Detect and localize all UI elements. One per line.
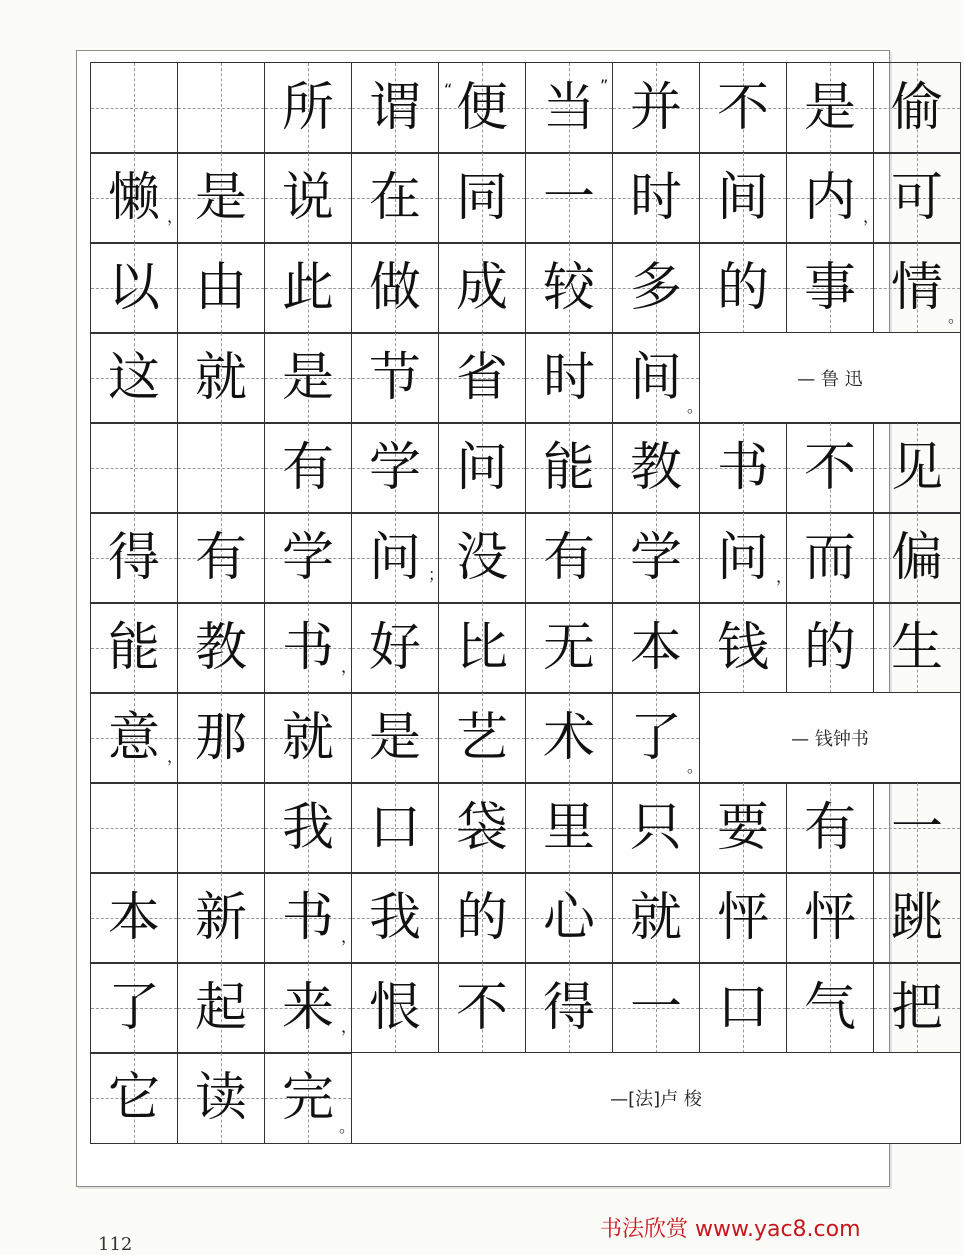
grid-cell <box>91 873 178 963</box>
punctuation-mark: ， <box>167 747 184 766</box>
character: 不 <box>455 978 508 1038</box>
character: 得 <box>107 528 160 588</box>
character: 袋 <box>455 798 508 858</box>
quote-attribution: — 鲁 迅 <box>700 333 961 423</box>
character: 的 <box>455 888 508 948</box>
grid-cell <box>91 243 178 333</box>
character: 怦 <box>716 888 769 948</box>
grid-cell <box>91 783 178 873</box>
grid-cell <box>874 603 961 693</box>
character: 它 <box>107 1068 160 1128</box>
grid-cell <box>178 873 265 963</box>
character: 一 <box>629 978 682 1038</box>
grid-cell <box>91 963 178 1053</box>
character: 是 <box>281 348 334 408</box>
character: 问 <box>455 438 508 498</box>
quote-attribution: — 钱钟书 <box>700 693 961 783</box>
grid-cell <box>613 63 700 153</box>
character: 有 <box>542 528 595 588</box>
grid-cell <box>439 333 526 423</box>
character: 便 <box>455 78 508 138</box>
grid-cell <box>439 153 526 243</box>
grid-cell <box>787 873 874 963</box>
character: 情 <box>890 258 943 318</box>
practice-grid <box>90 62 964 1142</box>
grid-row <box>90 782 961 874</box>
grid-cell <box>178 423 265 513</box>
grid-cell <box>178 963 265 1053</box>
grid-cell <box>352 783 439 873</box>
character: 有 <box>194 528 247 588</box>
character: 有 <box>281 438 334 498</box>
character: 一 <box>542 168 595 228</box>
grid-cell <box>874 963 961 1053</box>
character: 这 <box>107 348 160 408</box>
grid-cell <box>526 873 613 963</box>
grid-cell <box>178 153 265 243</box>
grid-cell <box>439 603 526 693</box>
character: 学 <box>281 528 334 588</box>
grid-row <box>90 62 961 154</box>
grid-cell <box>613 153 700 243</box>
character: 在 <box>368 168 421 228</box>
grid-cell <box>178 1053 265 1143</box>
character: 就 <box>629 888 682 948</box>
punctuation-mark: ， <box>341 927 358 946</box>
grid-cell <box>265 63 352 153</box>
grid-cell <box>178 63 265 153</box>
character: 是 <box>368 708 421 768</box>
grid-cell <box>526 783 613 873</box>
grid-cell <box>91 1053 178 1143</box>
punctuation-mark: ， <box>167 207 184 226</box>
grid-cell <box>787 243 874 333</box>
character: 由 <box>194 258 247 318</box>
grid-row <box>90 242 961 334</box>
grid-cell <box>91 603 178 693</box>
grid-cell <box>526 963 613 1053</box>
grid-cell <box>439 963 526 1053</box>
grid-cell <box>178 243 265 333</box>
grid-row <box>90 422 961 514</box>
grid-cell <box>613 963 700 1053</box>
grid-cell <box>613 243 700 333</box>
grid-cell <box>352 963 439 1053</box>
character: 完 <box>281 1068 334 1128</box>
character: 谓 <box>368 78 421 138</box>
character: 新 <box>194 888 247 948</box>
character: 无 <box>542 618 595 678</box>
punctuation-mark: ， <box>776 567 793 586</box>
grid-cell <box>874 783 961 873</box>
grid-row <box>90 152 961 244</box>
punctuation-mark: ； <box>428 565 445 584</box>
grid-cell <box>787 423 874 513</box>
grid-cell <box>874 873 961 963</box>
character: 读 <box>194 1068 247 1128</box>
character: 内 <box>803 168 856 228</box>
character: 时 <box>629 168 682 228</box>
character: 问 <box>368 528 421 588</box>
grid-cell <box>526 153 613 243</box>
grid-cell <box>439 873 526 963</box>
grid-cell <box>439 783 526 873</box>
grid-cell <box>439 243 526 333</box>
grid-cell <box>91 513 178 603</box>
character: 没 <box>455 528 508 588</box>
grid-cell <box>265 333 352 423</box>
grid-cell <box>700 783 787 873</box>
character: 怦 <box>803 888 856 948</box>
site-watermark: 书法欣赏 www.yac8.com <box>600 1217 861 1242</box>
character: 不 <box>716 78 769 138</box>
grid-cell <box>700 63 787 153</box>
character: 时 <box>542 348 595 408</box>
grid-cell <box>700 603 787 693</box>
grid-cell <box>352 873 439 963</box>
grid-cell <box>352 333 439 423</box>
character: 是 <box>194 168 247 228</box>
punctuation-mark: 。 <box>339 1117 356 1136</box>
grid-cell <box>352 693 439 783</box>
grid-cell <box>613 423 700 513</box>
grid-cell <box>265 783 352 873</box>
grid-cell <box>439 693 526 783</box>
grid-cell <box>874 63 961 153</box>
character: 有 <box>803 798 856 858</box>
character: 见 <box>890 438 943 498</box>
character: 比 <box>455 618 508 678</box>
character: 我 <box>368 888 421 948</box>
character: 本 <box>107 888 160 948</box>
grid-cell <box>265 603 352 693</box>
character: 书 <box>281 618 334 678</box>
character: 可 <box>890 168 943 228</box>
character: 成 <box>455 258 508 318</box>
character: 术 <box>542 708 595 768</box>
character: 把 <box>890 978 943 1038</box>
grid-cell <box>265 873 352 963</box>
character: 气 <box>803 978 856 1038</box>
punctuation-mark: 。 <box>687 757 704 776</box>
character: 口 <box>368 798 421 858</box>
grid-row <box>90 332 961 424</box>
character: 多 <box>629 258 682 318</box>
character: 我 <box>281 798 334 858</box>
grid-cell <box>787 513 874 603</box>
grid-cell <box>265 423 352 513</box>
character: 以 <box>107 258 160 318</box>
grid-cell <box>526 243 613 333</box>
character: 里 <box>542 798 595 858</box>
punctuation-mark: ” <box>600 76 609 95</box>
punctuation-mark: 。 <box>948 307 964 326</box>
punctuation-mark: 。 <box>687 397 704 416</box>
character: 间 <box>629 348 682 408</box>
character: 生 <box>890 618 943 678</box>
character: 钱 <box>716 618 769 678</box>
character: 的 <box>803 618 856 678</box>
character: 是 <box>803 78 856 138</box>
character: 此 <box>281 258 334 318</box>
grid-cell <box>178 333 265 423</box>
character: 本 <box>629 618 682 678</box>
grid-cell <box>91 153 178 243</box>
character: 一 <box>890 798 943 858</box>
character: 并 <box>629 78 682 138</box>
grid-row <box>90 872 961 964</box>
grid-cell <box>787 603 874 693</box>
grid-cell <box>787 63 874 153</box>
character: 节 <box>368 348 421 408</box>
character: 得 <box>542 978 595 1038</box>
character: 跳 <box>890 888 943 948</box>
grid-cell <box>874 513 961 603</box>
grid-cell <box>613 873 700 963</box>
character: 恨 <box>368 978 421 1038</box>
grid-cell <box>178 783 265 873</box>
character: 就 <box>281 708 334 768</box>
character: 事 <box>803 258 856 318</box>
grid-cell <box>265 693 352 783</box>
grid-cell <box>700 963 787 1053</box>
character: 偷 <box>890 78 943 138</box>
grid-cell <box>613 513 700 603</box>
character: 起 <box>194 978 247 1038</box>
character: 只 <box>629 798 682 858</box>
grid-cell <box>178 513 265 603</box>
grid-row <box>90 962 961 1054</box>
character: 书 <box>716 438 769 498</box>
punctuation-mark: ， <box>863 207 880 226</box>
grid-cell <box>352 603 439 693</box>
character: 懒 <box>107 168 160 228</box>
grid-cell <box>352 513 439 603</box>
grid-cell <box>178 693 265 783</box>
quote-attribution: —[法]卢 梭 <box>352 1053 961 1143</box>
grid-row <box>90 1052 961 1144</box>
grid-cell <box>265 513 352 603</box>
grid-cell <box>700 243 787 333</box>
grid-cell <box>526 333 613 423</box>
grid-row <box>90 692 961 784</box>
character: 口 <box>716 978 769 1038</box>
character: 能 <box>107 618 160 678</box>
grid-cell <box>91 63 178 153</box>
grid-cell <box>787 963 874 1053</box>
character: 间 <box>716 168 769 228</box>
grid-cell <box>700 513 787 603</box>
character: 心 <box>542 888 595 948</box>
character: 偏 <box>890 528 943 588</box>
grid-cell <box>439 513 526 603</box>
character: 不 <box>803 438 856 498</box>
character: 同 <box>455 168 508 228</box>
character: 而 <box>803 528 856 588</box>
grid-cell <box>526 513 613 603</box>
grid-cell <box>265 153 352 243</box>
grid-cell <box>526 423 613 513</box>
character: 来 <box>281 978 334 1038</box>
grid-cell <box>439 423 526 513</box>
punctuation-mark: ， <box>341 1017 358 1036</box>
character: 好 <box>368 618 421 678</box>
character: 意 <box>107 708 160 768</box>
character: 学 <box>629 528 682 588</box>
character: 教 <box>194 618 247 678</box>
grid-cell <box>787 153 874 243</box>
character: 书 <box>281 888 334 948</box>
grid-cell <box>91 333 178 423</box>
grid-row <box>90 512 961 604</box>
grid-cell <box>874 423 961 513</box>
character: 了 <box>629 708 682 768</box>
grid-cell <box>352 243 439 333</box>
grid-cell <box>352 63 439 153</box>
character: 那 <box>194 708 247 768</box>
grid-cell <box>439 63 526 153</box>
grid-row <box>90 602 961 694</box>
grid-cell <box>874 153 961 243</box>
grid-cell <box>265 963 352 1053</box>
grid-cell <box>613 603 700 693</box>
grid-cell <box>787 783 874 873</box>
grid-cell <box>700 423 787 513</box>
page-number: 112 <box>98 1234 133 1255</box>
punctuation-mark: “ <box>444 80 453 99</box>
character: 较 <box>542 258 595 318</box>
grid-cell <box>526 603 613 693</box>
grid-cell <box>352 153 439 243</box>
grid-cell <box>613 783 700 873</box>
character: 要 <box>716 798 769 858</box>
character: 学 <box>368 438 421 498</box>
character: 所 <box>281 78 334 138</box>
grid-cell <box>352 423 439 513</box>
character: 的 <box>716 258 769 318</box>
character: 说 <box>281 168 334 228</box>
character: 省 <box>455 348 508 408</box>
character: 当 <box>542 78 595 138</box>
punctuation-mark: ， <box>341 657 358 676</box>
character: 做 <box>368 258 421 318</box>
grid-cell <box>178 603 265 693</box>
grid-cell <box>91 693 178 783</box>
grid-cell <box>526 693 613 783</box>
grid-cell <box>700 153 787 243</box>
character: 能 <box>542 438 595 498</box>
character: 了 <box>107 978 160 1038</box>
character: 教 <box>629 438 682 498</box>
grid-cell <box>265 243 352 333</box>
grid-cell <box>91 423 178 513</box>
grid-cell <box>700 873 787 963</box>
character: 艺 <box>455 708 508 768</box>
character: 就 <box>194 348 247 408</box>
character: 问 <box>716 528 769 588</box>
